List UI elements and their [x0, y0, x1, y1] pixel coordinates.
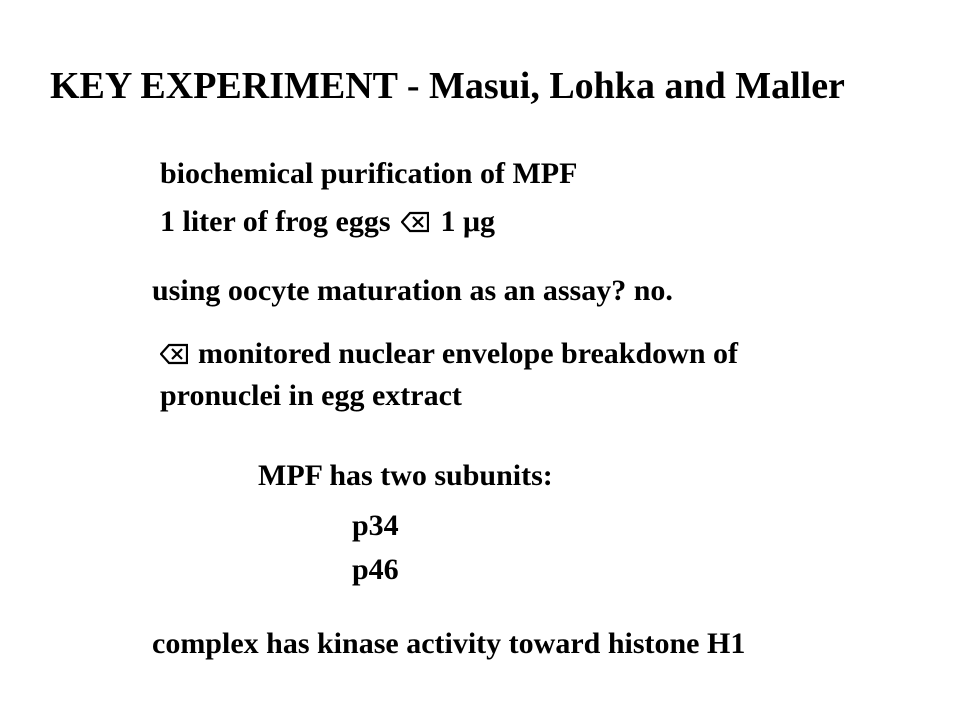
subunits-heading: MPF has two subunits: — [258, 459, 553, 492]
slide-title: KEY EXPERIMENT - Masui, Lohka and Maller — [50, 65, 845, 107]
monitor-text: monitored nuclear envelope breakdown of — [198, 337, 739, 370]
subunit-item: p46 — [352, 553, 399, 586]
arrow-icon — [160, 343, 188, 365]
arrow-icon — [401, 211, 429, 233]
monitor-line-1 — [160, 336, 738, 372]
monitor-line-2: pronuclei in egg extract — [160, 379, 462, 412]
assay-question: using oocyte maturation as an assay? no. — [152, 274, 673, 307]
yield-line — [160, 204, 495, 240]
conclusion-line: complex has kinase activity toward histone H1 — [152, 627, 746, 660]
yield-prefix: 1 liter of frog eggs — [160, 205, 391, 238]
subunit-item: p34 — [352, 509, 399, 542]
yield-suffix: 1 μg — [440, 205, 496, 238]
purification-line: biochemical purification of MPF — [160, 157, 578, 190]
